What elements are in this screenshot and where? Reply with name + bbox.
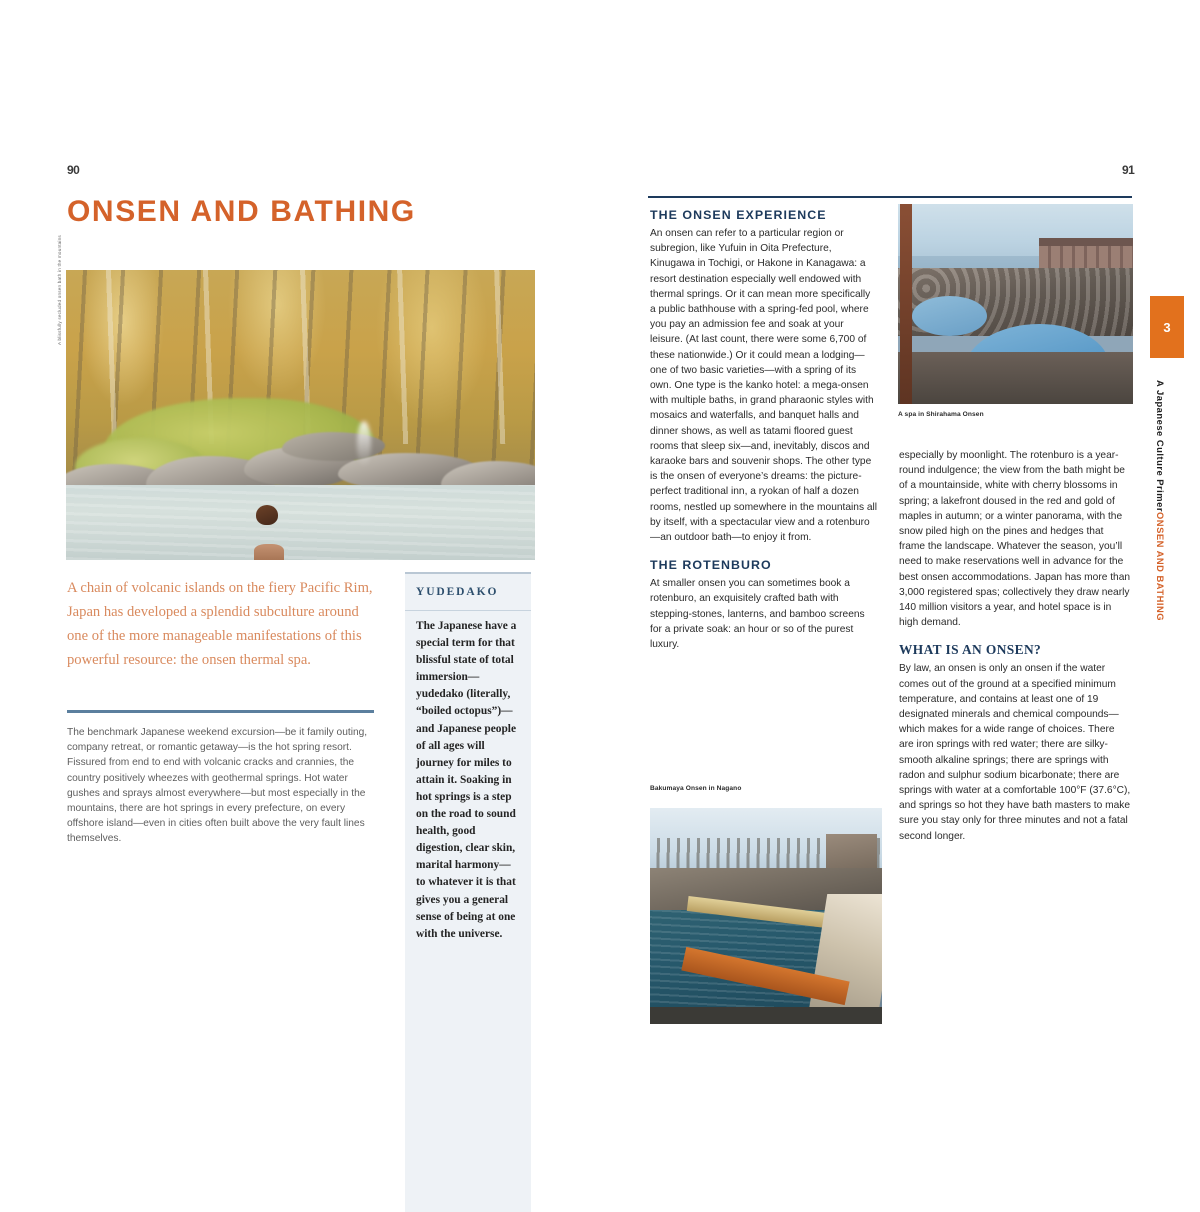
sidebar-body-text: The Japanese have a special term for that blissful state of total immersion—yudedako (literally, “boiled octopus”)—and Japanese people of all ages will journey for miles to attain it. Soaking in hot springs is a step on the road to sound health, good digestion, clear skin, marital harmony—to whatever it is that gives you a general sense of being at one with the universe. [416,620,517,940]
sidebar-yudedako [405,572,531,1212]
chapter-number: 3 [1163,319,1171,335]
photo-post [900,204,912,404]
photo-nagano-onsen [650,808,882,1024]
photo-foreground [650,1007,882,1024]
body-rotenburo-continued: especially by moonlight. The rotenburo is a year-round indulgence; the view from the bath might be of a mountainside, white with cherry blossoms in spring; a lakefront doused in the red and gold of maples in autumn; or a winter panorama, with the snow piled high on the pines and hedges that frame the landscape. Whatever the season, you’ll need to make reservations well in advance for the best onsen accommodations. Japan has more than 3,000 registered spas; collectively they draw nearly 140 million visitors a year, and hotel space is in high demand. [899,450,1131,629]
photo-foreground-rock [898,352,1133,404]
index-tab-section-wrap [1152,512,1182,772]
sidebar-title: YUDEDAKO [416,586,499,598]
intro-divider [67,710,374,713]
section-title-vertical: ONSEN AND BATHING [1155,512,1166,622]
chapter-index-tab [1150,296,1184,358]
heading-the-onsen-experience: THE ONSEN EXPERIENCE [650,208,827,222]
photo-credit-vertical: A blissfully secluded onsen bath in the mountains [57,235,62,345]
intro-paragraph: A chain of volcanic islands on the fiery Pacific Rim, Japan has developed a splendid subculture around one of the more manageable manifestations of this powerful resource: the onsen thermal spa. [67,580,373,668]
caption-shirahama: A spa in Shirahama Onsen [898,411,984,418]
left-page [57,180,530,1030]
hero-bath-water [66,485,535,560]
hero-bather-body [254,544,284,560]
hero-bather-head [256,505,278,525]
caption-nagano: Bakumaya Onsen in Nagano [650,785,742,792]
right-column-b [899,448,1132,844]
page-number-left: 90 [67,163,80,177]
photo-shirahama-onsen [898,204,1133,404]
right-page-rule [648,196,1132,198]
heading-what-is-an-onsen: WHAT IS AN ONSEN? [899,642,1042,658]
photo-fence-cap [1039,238,1133,246]
sidebar-divider [405,610,531,611]
hero-photo-autumn-onsen [66,270,535,560]
photo-upper-pool [912,296,987,336]
left-body-text: The benchmark Japanese weekend excursion—be it family outing, company retreat, or romantic getaway—is the hot spring resort. Fissured from end to end with volcanic cracks and crannies, the country positively wheezes with geothermal springs. Hot water gushes and sprays almost everywhere—but most especially in the mountains, there are hot springs in every prefecture, on every offshore island—even in cities often built above the very fault lines themselves. [67,727,368,845]
body-what-is-an-onsen: By law, an onsen is only an onsen if the water comes out of the ground at a specified minimum temperature, and contains at least one of 19 designated minerals and chemical compounds—which makes for a wide range of choices. There are iron springs with red water; there are silky-smooth alkaline springs; there are springs with radon and sulphur sodium bicarbonate; there are springs with water at a comfortable 100°F (37.6°C), and springs so hot they have bath masters to make sure you stay only for three minutes and not a fatal second longer. [899,663,1131,842]
body-the-onsen-experience: An onsen can refer to a particular region or subregion, like Yufuin in Oita Prefecture, Kinugawa in Tochigi, or Hakone in Kanagawa: a resort destination especially well endowed with thermal springs. Or it can mean more specifically a public bathhouse with a spring-fed pool, where you pay an admission fee and soak at your leisure. (At last count, there were some 6,700 of these nationwide.) Or it could mean a lodging—one of two basic varieties—with a spring of its own. One type is the kanko hotel: a mega-onsen with multiple baths, in grand pharaonic styles with mosaics and waterfalls, and banquet halls and dinner shows, as well as tatami floored guest rooms that sleep six—and, inevitably, discos and karaoke bars and souvenir shops. The other type is the onsen of everyone’s dreams: the picture-perfect traditional inn, a ryokan of half a dozen rooms, nestled up somewhere in the mountains all by itself, with a spectacular view and a rotenburo—an outdoor bath—to enjoy it from. [650,228,878,544]
heading-the-rotenburo: THE ROTENBURO [650,558,772,573]
right-column-a [650,208,878,652]
right-page [640,196,1140,1030]
chapter-title-vertical: A Japanese Culture Primer [1155,380,1166,512]
hero-steam [357,421,371,467]
page-title: ONSEN AND BATHING [67,195,416,228]
body-the-rotenburo: At smaller onsen you can sometimes book a rotenburo, an exquisitely crafted bath with stepping-stones, lanterns, and bamboo screens for a private soak: an hour or so of the purest luxury. [650,578,865,651]
page-number-right: 91 [1122,163,1135,177]
